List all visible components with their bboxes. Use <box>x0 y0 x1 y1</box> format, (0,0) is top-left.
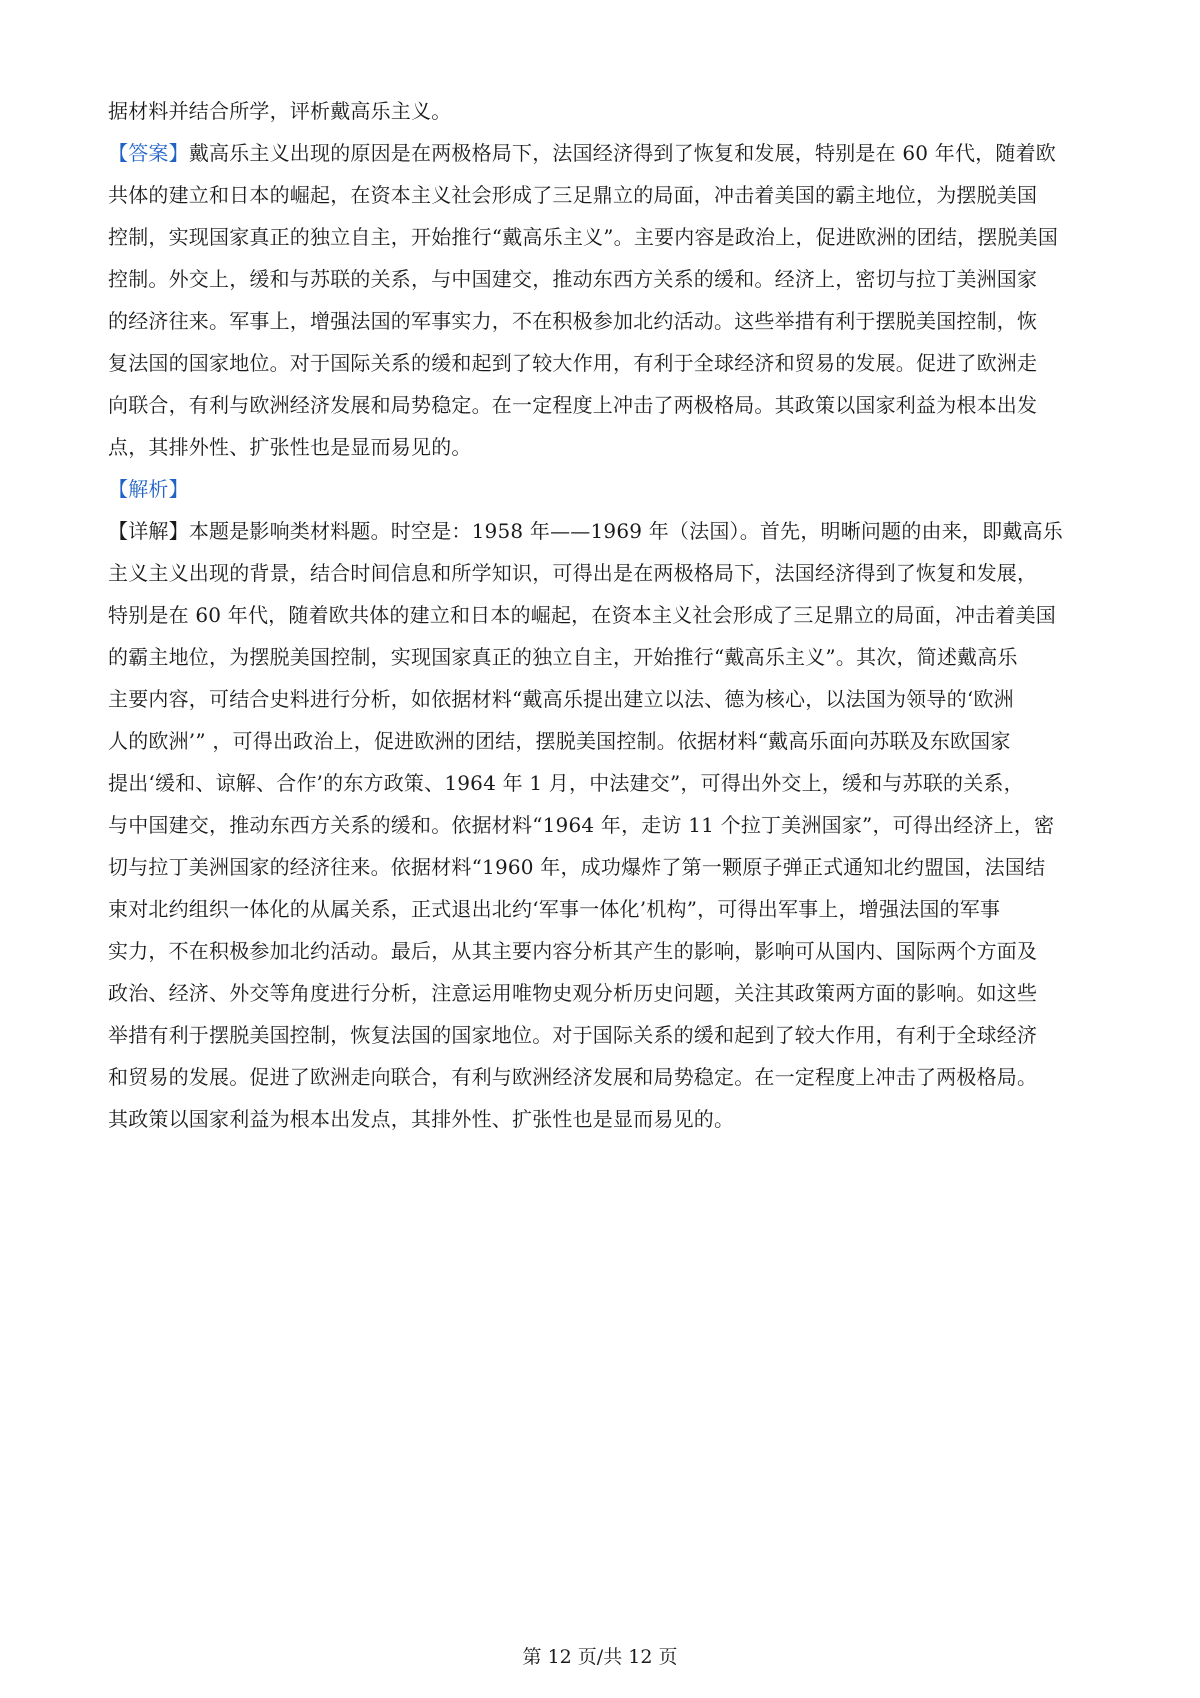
answer-line <box>108 132 1098 174</box>
detail-line: 切与拉丁美洲国家的经济往来。依据材料“1960 年，成功爆炸了第一颗原子弹正式通知北约盟国，法国结 <box>108 855 1046 879</box>
detail-line <box>108 510 1098 552</box>
detail-line: 和贸易的发展。促进了欧洲走向联合，有利与欧洲经济发展和局势稳定。在一定程度上冲击了两极格局。 <box>108 1065 1038 1089</box>
answer-line: 控制。外交上，缓和与苏联的关系，与中国建交，推动东西方关系的缓和。经济上，密切与拉丁美洲国家 <box>108 267 1038 291</box>
answer-line: 向联合，有利与欧洲经济发展和局势稳定。在一定程度上冲击了两极格局。其政策以国家利益为根本出发 <box>108 393 1038 417</box>
document-content <box>108 90 1098 1140</box>
detail-line: 主义主义出现的背景，结合时间信息和所学知识，可得出是在两极格局下，法国经济得到了恢复和发展， <box>108 561 1038 585</box>
analysis-tag: 【解析】 <box>108 477 189 501</box>
detail-line: 举措有利于摆脱美国控制，恢复法国的国家地位。对于国际关系的缓和起到了较大作用，有利于全球经济 <box>108 1023 1038 1047</box>
detail-line: 政治、经济、外交等角度进行分析，注意运用唯物史观分析历史问题，关注其政策两方面的影响。如这些 <box>108 981 1038 1005</box>
answer-line: 控制，实现国家真正的独立自主，开始推行“戴高乐主义”。主要内容是政治上，促进欧洲的团结，摆脱美国 <box>108 225 1059 249</box>
detail-line: 人的欧洲’” ，可得出政治上，促进欧洲的团结，摆脱美国控制。依据材料“戴高乐面向苏联及东欧国家 <box>108 729 1011 753</box>
answer-line: 点，其排外性、扩张性也是显而易见的。 <box>108 435 472 459</box>
detail-line: 与中国建交，推动东西方关系的缓和。依据材料“1964 年，走访 11 个拉丁美洲国家”，可得出经济上，密 <box>108 813 1055 837</box>
detail-line: 主要内容，可结合史料进行分析，如依据材料“戴高乐提出建立以法、德为核心，以法国为领导的‘欧洲 <box>108 687 1014 711</box>
detail-text: 本题是影响类材料题。时空是：1958 年——1969 年（法国）。首先，明晰问题的由来，即戴高乐 <box>188 519 1063 543</box>
detail-tag: 【详解】 <box>108 519 189 543</box>
detail-line: 其政策以国家利益为根本出发点，其排外性、扩张性也是显而易见的。 <box>108 1107 735 1131</box>
detail-line: 提出‘缓和、谅解、合作’的东方政策、1964 年 1 月，中法建交”，可得出外交上，缓和与苏联的关系， <box>108 771 1024 795</box>
answer-line: 复法国的国家地位。对于国际关系的缓和起到了较大作用，有利于全球经济和贸易的发展。促进了欧洲走 <box>108 351 1038 375</box>
analysis-heading <box>108 468 1098 510</box>
question-tail: 据材料并结合所学，评析戴高乐主义。 <box>108 99 452 123</box>
detail-line: 实力，不在积极参加北约活动。最后，从其主要内容分析其产生的影响，影响可从国内、国际两个方面及 <box>108 939 1038 963</box>
answer-line: 共体的建立和日本的崛起，在资本主义社会形成了三足鼎立的局面，冲击着美国的霸主地位，为摆脱美国 <box>108 183 1038 207</box>
detail-line: 特别是在 60 年代，随着欧共体的建立和日本的崛起，在资本主义社会形成了三足鼎立的局面，冲击着美国 <box>108 603 1056 627</box>
answer-text: 戴高乐主义出现的原因是在两极格局下，法国经济得到了恢复和发展，特别是在 60 年代，随着欧 <box>188 141 1056 165</box>
detail-line: 束对北约组织一体化的从属关系，正式退出北约‘军事一体化’机构”，可得出军事上，增强法国的军事 <box>108 897 1001 921</box>
page-number: 第 12 页/共 12 页 <box>522 1646 678 1668</box>
answer-tag: 【答案】 <box>108 141 189 165</box>
answer-line: 的经济往来。军事上，增强法国的军事实力，不在积极参加北约活动。这些举措有利于摆脱美国控制，恢 <box>108 309 1038 333</box>
detail-line: 的霸主地位，为摆脱美国控制，实现国家真正的独立自主，开始推行“戴高乐主义”。其次，简述戴高乐 <box>108 645 1018 669</box>
